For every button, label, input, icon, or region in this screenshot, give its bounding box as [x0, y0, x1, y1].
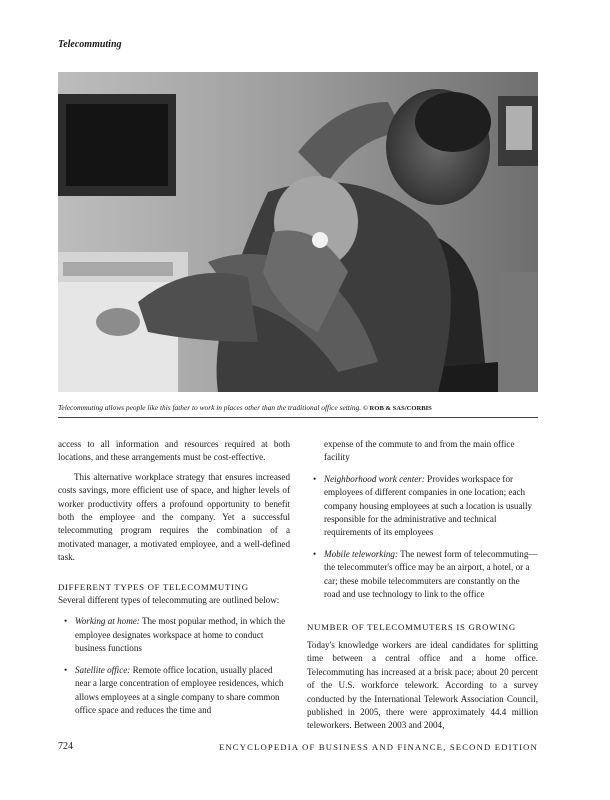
left-column [58, 438, 290, 725]
right-column [307, 438, 538, 733]
list-term: Working at home: [75, 616, 140, 627]
paragraph: This alternative workplace strategy that ensures increased costs savings, more efficient use of space, and higher levels of worker productivity offers a profound opportunity to benefit both the employee and the company. Yet a successful telecommuting program requires the combination of a motivated manager, a motivated employee, and a well-defined task. [58, 471, 290, 563]
list-continuation: expense of the commute to and from the main office facility [324, 439, 515, 463]
list-term: Satellite office: [75, 664, 131, 675]
bullet-icon: • [64, 616, 68, 627]
page-number: 724 [58, 741, 73, 752]
list-text: Provides workspace for employees of different companies in one location; each company housing employees at such a location is usually responsible for the administrative and technical requirements of its employees [324, 473, 533, 538]
bullet-icon: • [313, 473, 317, 484]
photo-credit: © ROB & SAS/CORBIS [362, 405, 432, 412]
list-text: The most popular method, in which the employee designates workspace at home to conduct business functions [75, 616, 286, 654]
list-text: The newest form of telecommuting—the telecommuter's office may be an airport, a hotel, or a car; these mobile telecommuters are constantly on the road and use technology to link to the office [324, 548, 538, 600]
list-item [307, 548, 538, 602]
section-heading: NUMBER OF TELECOMMUTERS IS GROWING [307, 622, 516, 633]
photo-father-with-baby [58, 72, 538, 392]
list-term: Neighborhood work center: [324, 473, 425, 484]
bullet-list [307, 473, 538, 602]
list-text: Remote office location, usually placed near a large concentration of employee residences, which allows employees at a single company to share common office space and reduces the time and [75, 664, 284, 715]
paragraph: Today's knowledge workers are ideal candidates for splitting time between a central office and a home office. Telecommuting has increased at a brisk pace; about 20 percent of the U.S. workforce telework. According to a survey conducted by the International Telework Association Council, published in 2005, there were approximately 44.4 million teleworkers. Between 2003 and 2004, [307, 639, 538, 731]
section-heading: DIFFERENT TYPES OF TELECOMMUTING [58, 581, 249, 592]
list-term: Mobile teleworking: [324, 548, 398, 559]
bullet-list [58, 615, 290, 717]
bullet-icon: • [313, 548, 317, 559]
caption-divider [58, 417, 538, 418]
photo-caption [58, 403, 538, 412]
list-item [58, 664, 290, 718]
list-item [58, 615, 290, 655]
paragraph: access to all information and resources required at both locations, and these arrangements must be cost-effective. [58, 439, 290, 463]
book-title: ENCYCLOPEDIA OF BUSINESS AND FINANCE, SECOND EDITION [218, 742, 538, 752]
caption-text: Telecommuting allows people like this father to work in places other than the traditional office setting. [58, 403, 362, 412]
bullet-icon: • [64, 664, 68, 675]
running-head: Telecommuting [58, 39, 122, 50]
list-item [307, 473, 538, 540]
paragraph: Several different types of telecommuting are outlined below: [58, 595, 280, 606]
